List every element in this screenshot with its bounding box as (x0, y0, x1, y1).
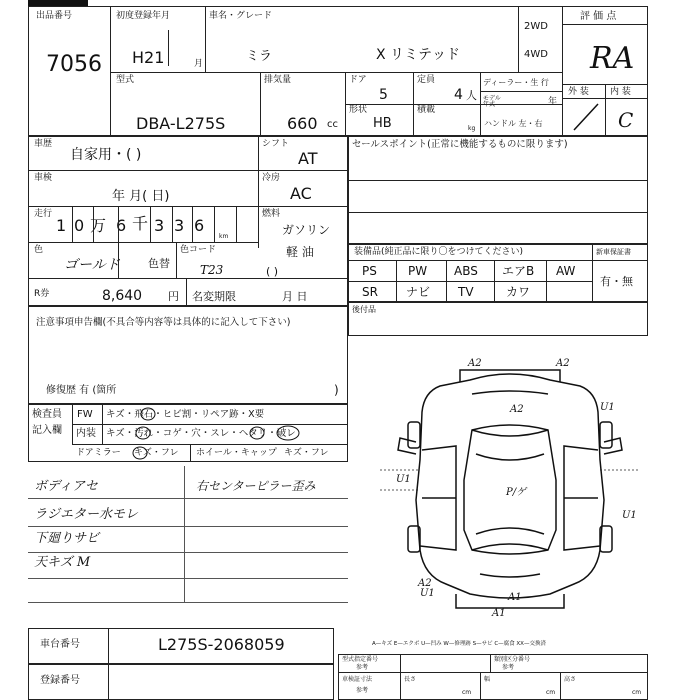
recycle-label: R券 (34, 289, 50, 299)
category-label: 類別区分番号 (494, 656, 531, 663)
fuel-paren: ( ) (266, 265, 279, 278)
top-black-tab (28, 0, 88, 6)
height-unit: cm (632, 689, 642, 696)
repair-label: 修復歴 有 (箇所 (46, 385, 117, 396)
mileage-digit: 3 (174, 216, 185, 235)
load-label: 積載 (417, 105, 436, 115)
divider (110, 6, 111, 136)
divider (28, 170, 348, 171)
handle-label: ハンドル 左・右 (484, 119, 543, 128)
history-label: 車歴 (34, 139, 53, 149)
wheel-label: ホイール・キャップ (196, 448, 277, 458)
mileage-digit: 1 (56, 216, 67, 235)
note-line-1: ボディアセ (34, 479, 98, 494)
mirror-label: ドアミラー (76, 448, 121, 458)
note-line-2: ラジエター水モレ (34, 507, 139, 522)
height-label: 高さ (564, 676, 577, 683)
equipment-ps: PS (362, 264, 377, 278)
first-registration-year: H21 (132, 48, 165, 67)
divider (446, 260, 447, 302)
model-label: 車名・グレード (209, 11, 273, 21)
mileage-digit: 3 (154, 216, 165, 235)
mark-front-left: A2 (468, 358, 482, 369)
inspection-label: 車検 (34, 173, 53, 183)
equipment-pw: PW (408, 264, 428, 278)
divider (150, 206, 151, 242)
evaluation-score: RA (590, 41, 635, 76)
divider (118, 206, 119, 242)
type-designation-label: 型式指定番号 (342, 656, 379, 663)
equipment-abs: ABS (454, 264, 478, 278)
mileage-label: 走行 (34, 209, 53, 219)
equipment-navi: ナビ (406, 285, 431, 299)
model-year-label: モデル年式 (483, 95, 501, 108)
month-unit: 月 (194, 59, 204, 69)
divider (28, 206, 348, 207)
divider (560, 672, 561, 700)
divider (172, 206, 173, 242)
interior-grade: C (618, 108, 634, 132)
load-unit: kg (468, 125, 476, 132)
recycle-value: 8,640 (102, 288, 143, 304)
color-value: ゴールド (64, 257, 120, 273)
repair-close: ) (334, 383, 339, 397)
equipment-sr: SR (362, 285, 378, 299)
divider (605, 84, 606, 136)
first-registration-label: 初度登録年月 (116, 11, 171, 21)
mark-left-side: U1 (396, 474, 411, 485)
divider (205, 6, 206, 72)
mark-left-rear-a2: A2 (418, 578, 432, 589)
width-unit: cm (546, 689, 556, 696)
shift-value: AT (298, 149, 318, 168)
chassis-label: 車台番号 (40, 639, 80, 650)
ac-label: 冷房 (262, 173, 281, 183)
warranty-value: 有・無 (600, 275, 633, 288)
length-unit: cm (462, 689, 472, 696)
evaluation-label: 評 価 点 (580, 11, 617, 22)
inspector-label: 検査員 (32, 409, 62, 420)
divider (562, 24, 648, 25)
door-value: 5 (379, 87, 388, 103)
year-unit: 年 (548, 97, 558, 107)
divider (546, 260, 547, 302)
note-line-3: 下廻りサビ (34, 531, 100, 546)
aftermarket-label: 後付品 (352, 305, 376, 314)
sales-line (348, 180, 648, 181)
color-code-value: T23 (200, 263, 224, 277)
divider (562, 6, 563, 136)
mark-front-right: A2 (556, 358, 570, 369)
mileage-digit: 6 (194, 216, 205, 235)
chassis-number: L275S-2068059 (158, 635, 285, 654)
displacement-label: 排気量 (264, 75, 292, 85)
history-value: 自家用・( ) (70, 147, 142, 163)
equipment-airbag: エアB (502, 264, 535, 278)
name-change-label: 名変期限 (192, 290, 236, 303)
name-change-value: 月 日 (282, 290, 308, 303)
type-designation-ref: 参考 (356, 664, 369, 671)
equipment-leather: カワ (506, 285, 531, 299)
displacement-unit: cc (327, 119, 338, 130)
color-label: 色 (34, 245, 44, 255)
divider (490, 654, 491, 672)
divider (28, 242, 258, 243)
wheel-text: キズ・フレ (284, 448, 329, 458)
mileage-digit: 千 (132, 214, 149, 233)
divider (345, 104, 562, 105)
dimensions-label: 車検証寸法 (342, 676, 373, 683)
sales-point-label: セールスポイント(正常に機能するものに限ります) (352, 139, 568, 150)
exterior-label: 外 装 (568, 87, 589, 97)
type-label: 型式 (116, 75, 135, 85)
inspector-entry-label: 記入欄 (32, 425, 62, 436)
drive-4wd: 4WD (524, 49, 548, 60)
width-label: 幅 (484, 676, 491, 683)
divider (72, 206, 73, 242)
fuel-diesel: 軽 油 (286, 245, 314, 259)
damage-legend: A—キズ E—エクボ U—凹み W—修理跡 S—サビ C—腐食 XX—交換済 (372, 641, 546, 647)
aftermarket-box (348, 302, 648, 336)
mileage-digit: 6 (116, 216, 127, 235)
mirror-text: キズ・フレ (134, 448, 179, 458)
fuel-gasoline: ガソリン (282, 223, 331, 237)
door-label: ドア (349, 75, 367, 85)
divider (236, 206, 237, 242)
inspection-circle-marks (100, 404, 350, 462)
ac-value: AC (290, 184, 312, 203)
divider (110, 72, 562, 73)
equipment-tv: TV (458, 285, 474, 299)
notes-label: 注意事項申告欄(不具合等内容等は具体的に記入して下さい) (36, 317, 291, 328)
note-line-4: 天キズ M (34, 555, 91, 570)
interior-inspect-text: キズ・汚れ・コゲ・穴・スレ・ヘタリ・破レ (106, 428, 296, 439)
shape-label: 形状 (349, 105, 368, 115)
grade: X リミテッド (376, 47, 461, 63)
mark-left-rear: U1 (420, 588, 435, 599)
divider (186, 278, 187, 306)
divider (494, 260, 495, 302)
mark-right-front: U1 (600, 402, 615, 413)
divider (93, 206, 94, 242)
type-value: DBA-L275S (136, 114, 226, 133)
model-name: ミラ (246, 49, 273, 64)
mark-hood: A2 (510, 404, 524, 415)
recycle-unit: 円 (168, 290, 179, 303)
mark-right-side: U1 (622, 510, 637, 521)
divider (348, 281, 592, 282)
car-damage-diagram (360, 350, 660, 620)
sales-line (348, 212, 648, 213)
divider (118, 242, 119, 278)
divider (480, 91, 562, 92)
mileage-digit: 0 (74, 216, 85, 235)
divider (396, 260, 397, 302)
length-label: 長さ (404, 676, 417, 683)
registration-label: 登録番号 (40, 675, 80, 686)
divider (214, 206, 215, 242)
dimensions-ref: 参考 (356, 687, 369, 694)
equipment-aw: AW (556, 264, 576, 278)
sales-point-box (348, 136, 648, 244)
note-right-1: 右センターピラー歪み (196, 479, 316, 493)
dealer-label: ディーラー・生 行 (483, 78, 549, 87)
mileage-unit: km (219, 233, 229, 240)
inspection-value: 年 月( 日) (112, 189, 170, 204)
interior-label: 内 装 (610, 87, 631, 97)
shape-value: HB (373, 116, 392, 131)
divider (338, 672, 648, 673)
fw-text: キズ・飛石・ヒビ割・リペア跡・X要 (106, 409, 265, 420)
divider (168, 30, 169, 66)
fuel-label: 燃料 (262, 209, 281, 219)
diagram-center-note: P/ゲ (506, 487, 527, 498)
new-warranty-label: 新車保証書 (596, 248, 631, 256)
capacity-unit: 人 (466, 89, 477, 102)
divider (258, 136, 259, 248)
interior-inspect-label: 内装 (76, 428, 96, 439)
fw-label: FW (77, 409, 93, 420)
header-block (28, 6, 648, 136)
displacement-value: 660 (287, 114, 318, 133)
drive-2wd: 2WD (524, 21, 548, 32)
category-ref: 参考 (502, 664, 515, 671)
lot-number: 7056 (46, 52, 102, 77)
divider (480, 672, 481, 700)
divider (592, 244, 593, 302)
mileage-digit: 万 (90, 216, 107, 235)
divider (348, 260, 648, 261)
capacity-value: 4 (454, 87, 463, 103)
equipment-label: 装備品(純正品に限り〇をつけてください) (354, 247, 524, 257)
divider (28, 278, 348, 279)
divider (260, 72, 261, 136)
divider (400, 654, 401, 700)
divider (176, 242, 177, 278)
shift-label: シフト (262, 139, 290, 149)
capacity-label: 定員 (417, 75, 436, 85)
color-code-label: 色コード (180, 245, 217, 255)
lot-number-label: 出品番号 (36, 11, 73, 21)
divider (518, 6, 519, 72)
mark-rear: A1 (508, 592, 522, 603)
divider (192, 206, 193, 242)
repaint-label: 色替 (148, 257, 170, 270)
vehicle-spec-table (338, 654, 648, 700)
mark-rear-bumper: A1 (492, 608, 506, 619)
exterior-slash-mark (570, 102, 602, 132)
